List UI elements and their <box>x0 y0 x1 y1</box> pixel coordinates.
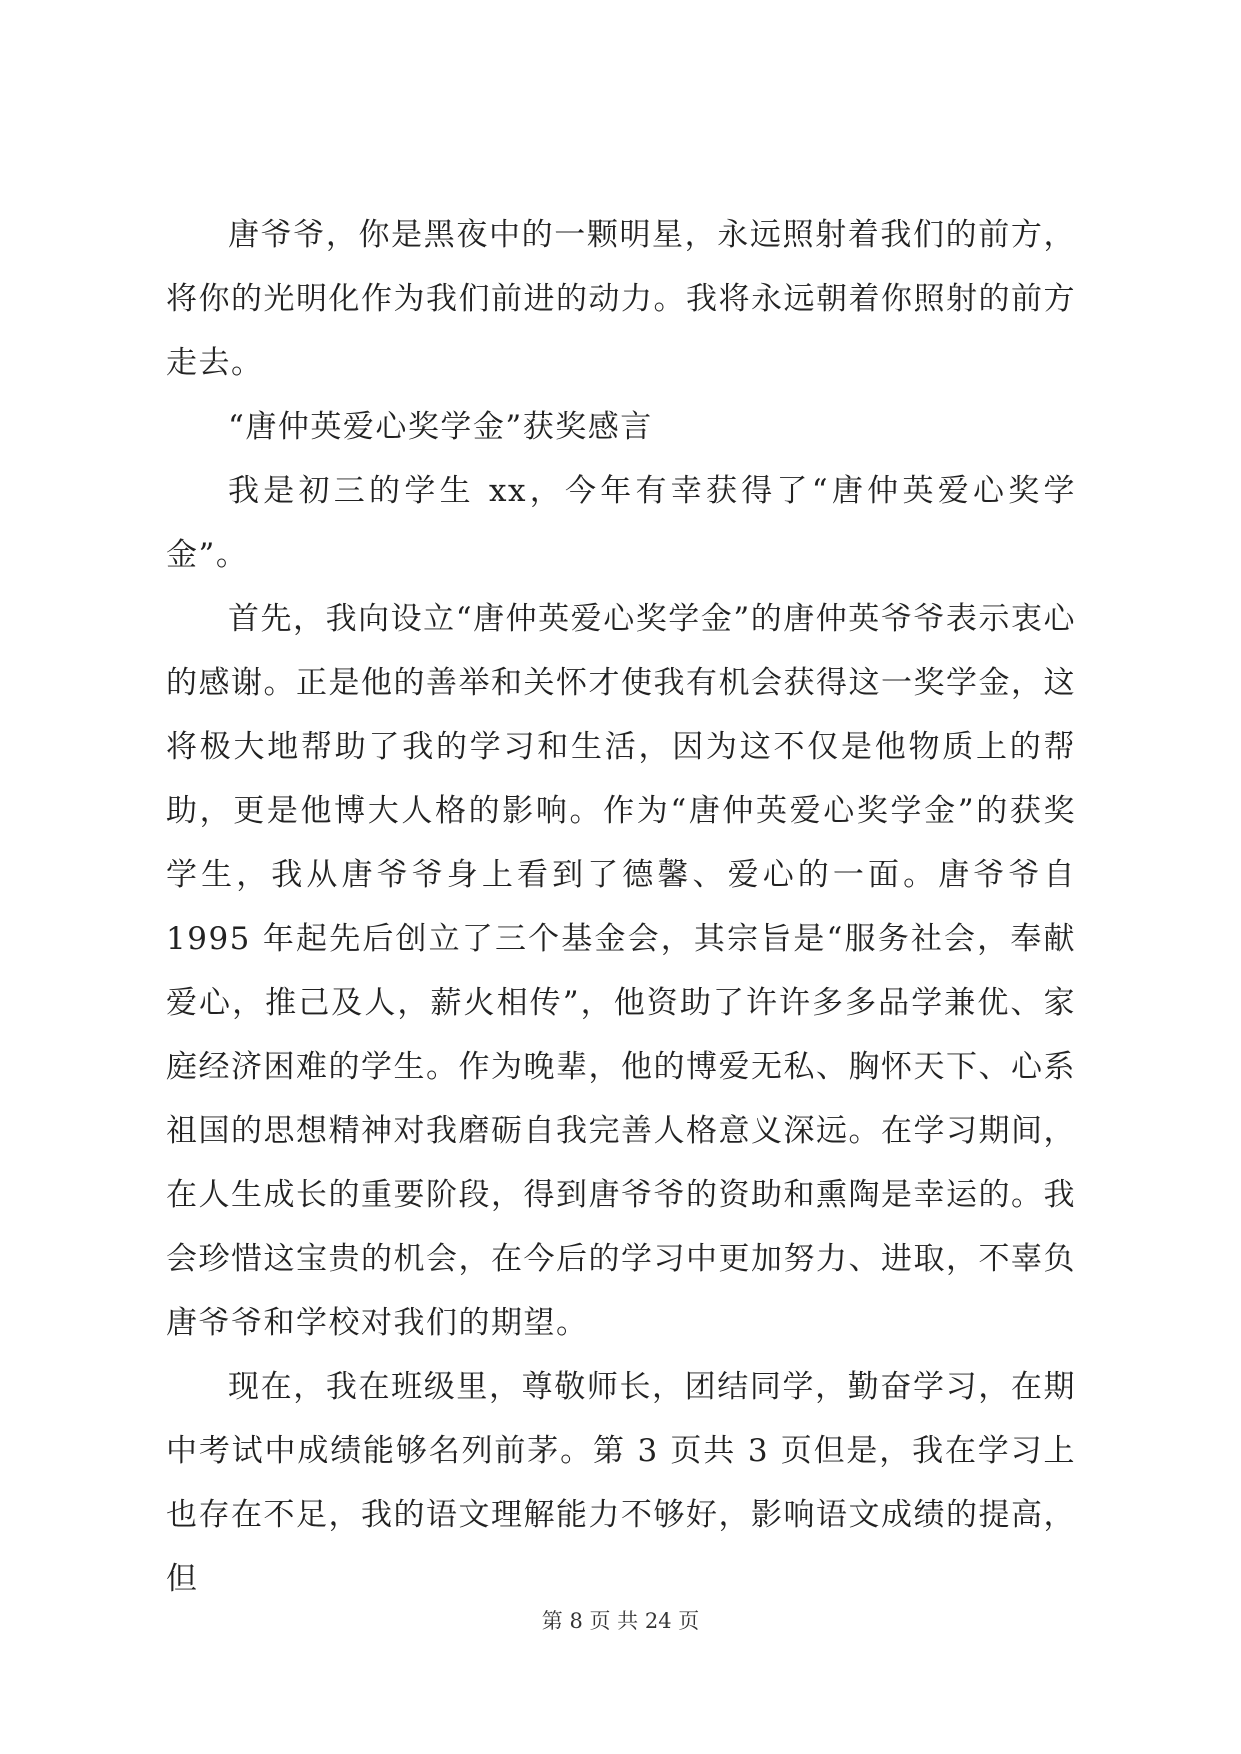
paragraph-tribute: 唐爷爷，你是黑夜中的一颗明星，永远照射着我们的前方，将你的光明化作为我们前进的动力。我将永远朝着你照射的前方走去。 <box>166 217 1076 381</box>
section-heading: “唐仲英爱心奖学金”获奖感言 <box>228 409 653 445</box>
paragraph-gratitude: 首先，我向设立“唐仲英爱心奖学金”的唐仲英爷爷表示衷心的感谢。正是他的善举和关怀才使我有机会获得这一奖学金，这将极大地帮助了我的学习和生活，因为这不仅是他物质上的帮助，更是他博大人格的影响。作为“唐仲英爱心奖学金”的获奖学生，我从唐爷爷身上看到了德馨、爱心的一面。唐爷爷自 1995 年起先后创立了三个基金会，其宗旨是“服务社会，奉献爱心，推己及人，薪火相传”，他资助了许许多多品学兼优、家庭经济困难的学生。作为晚辈，他的博爱无私、胸怀天下、心系祖国的思想精神对我磨砺自我完善人格意义深远。在学习期间，在人生成长的重要阶段，得到唐爷爷的资助和熏陶是幸运的。我会珍惜这宝贵的机会，在今后的学习中更加努力、进取，不辜负唐爷爷和学校对我们的期望。 <box>166 601 1076 1341</box>
paragraph-current: 现在，我在班级里，尊敬师长，团结同学，勤奋学习，在期中考试中成绩能够名列前茅。第 3 页共 3 页但是，我在学习上也存在不足，我的语文理解能力不够好，影响语文成绩的提高，但 <box>166 1369 1076 1597</box>
page-footer: 第 8 页 共 24 页 <box>541 1609 700 1633</box>
paragraph-intro: 我是初三的学生 xx，今年有幸获得了“唐仲英爱心奖学金”。 <box>166 473 1076 573</box>
document-body <box>166 203 1076 1611</box>
